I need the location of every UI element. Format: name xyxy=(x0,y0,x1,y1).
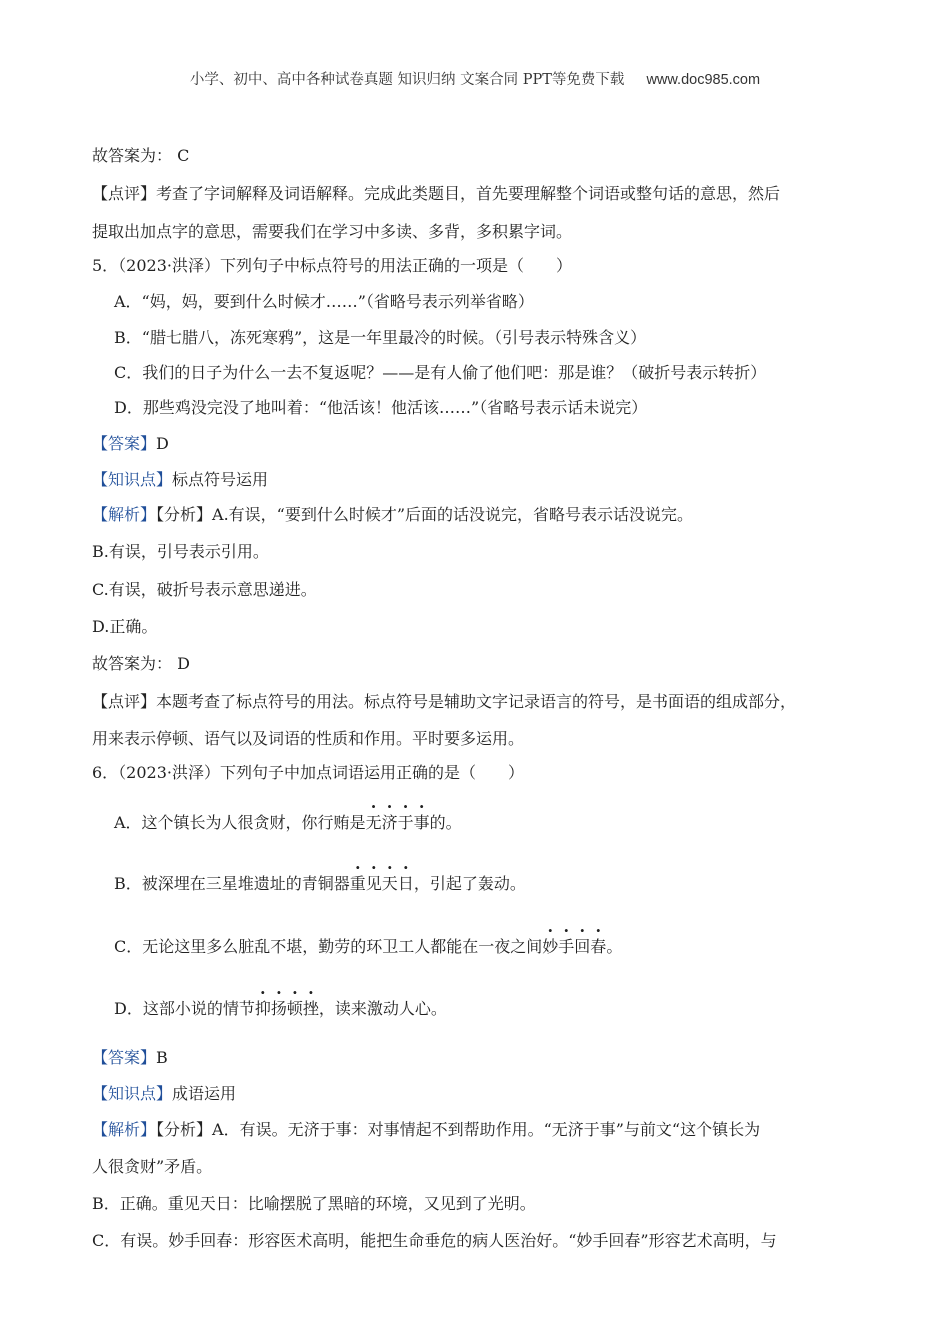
q5-option-b: B．“腊七腊八，冻死寒鸦”，这是一年里最冷的时候。（引号表示特殊含义） xyxy=(114,328,647,347)
q6-analysis-line1: 【解析】【分析】A．有误。无济于事：对事情起不到帮助作用。“无济于事”与前文“这个镇长为 xyxy=(92,1120,761,1139)
q5-analysis-line4: D.正确。 xyxy=(92,617,158,636)
q5-option-a: A．“妈，妈，要到什么时候才……”（省略号表示列举省略） xyxy=(114,292,534,311)
page-header xyxy=(0,68,950,89)
q5-analysis-line1: 【解析】【分析】A.有误，“要到什么时候才”后面的话没说完，省略号表示话没说完。 xyxy=(92,505,694,524)
q6-option-b: B．被深埋在三星堆遗址的青铜器重见天日，引起了轰动。 xyxy=(114,874,526,893)
q6-option-d: D．这部小说的情节抑扬顿挫，读来激动人心。 xyxy=(114,999,447,1018)
q5-answer: 【答案】D xyxy=(92,434,169,453)
q6-option-a: A．这个镇长为人很贪财，你行贿是无济于事的。 xyxy=(114,813,462,832)
q6-analysis-line2: 人很贪财”矛盾。 xyxy=(92,1157,213,1176)
q5-final-answer: 故答案为： D xyxy=(92,654,190,673)
header-text: 小学、初中、高中各种试卷真题 知识归纳 文案合同 PPT等免费下载 xyxy=(189,72,625,88)
top-final-answer: 故答案为： C xyxy=(92,146,190,165)
q5-comment-line1: 【点评】本题考查了标点符号的用法。标点符号是辅助文字记录语言的符号，是书面语的组成部分， xyxy=(92,692,797,711)
top-comment-line1: 【点评】考查了字词解释及词语解释。完成此类题目，首先要理解整个词语或整句话的意思，然后 xyxy=(92,184,781,203)
q5-option-c: C．我们的日子为什么一去不复返呢？——是有人偷了他们吧：那是谁？（破折号表示转折） xyxy=(114,363,767,382)
q5-comment-line2: 用来表示停顿、语气以及词语的性质和作用。平时要多运用。 xyxy=(92,729,525,748)
comment-tag: 【点评】 xyxy=(92,184,157,203)
header-url[interactable]: www.doc985.com xyxy=(646,72,761,88)
q6-analysis-line3: B．正确。重见天日：比喻摆脱了黑暗的环境，又见到了光明。 xyxy=(92,1194,536,1213)
q6-knowledge-point: 【知识点】成语运用 xyxy=(92,1084,237,1103)
q6-analysis-line4: C．有误。妙手回春：形容医术高明，能把生命垂危的病人医治好。“妙手回春”形容艺术高明，与 xyxy=(92,1231,777,1250)
q5-option-d: D．那些鸡没完没了地叫着：“他活该！他活该……”（省略号表示话未说完） xyxy=(114,398,648,417)
q5-analysis-line2: B.有误，引号表示引用。 xyxy=(92,542,269,561)
q6-answer: 【答案】B xyxy=(92,1048,168,1067)
q5-analysis-line3: C.有误，破折号表示意思递进。 xyxy=(92,580,317,599)
q6-stem: 6．（2023·洪泽）下列句子中加点词语运用正确的是（ ） xyxy=(92,763,524,782)
top-comment-line2: 提取出加点字的意思，需要我们在学习中多读、多背，多积累字词。 xyxy=(92,222,573,241)
q5-stem: 5．（2023·洪泽）下列句子中标点符号的用法正确的一项是（ ） xyxy=(92,256,572,275)
q5-knowledge-point: 【知识点】标点符号运用 xyxy=(92,470,269,489)
q6-option-c: C．无论这里多么脏乱不堪，勤劳的环卫工人都能在一夜之间妙手回春。 xyxy=(114,937,623,956)
